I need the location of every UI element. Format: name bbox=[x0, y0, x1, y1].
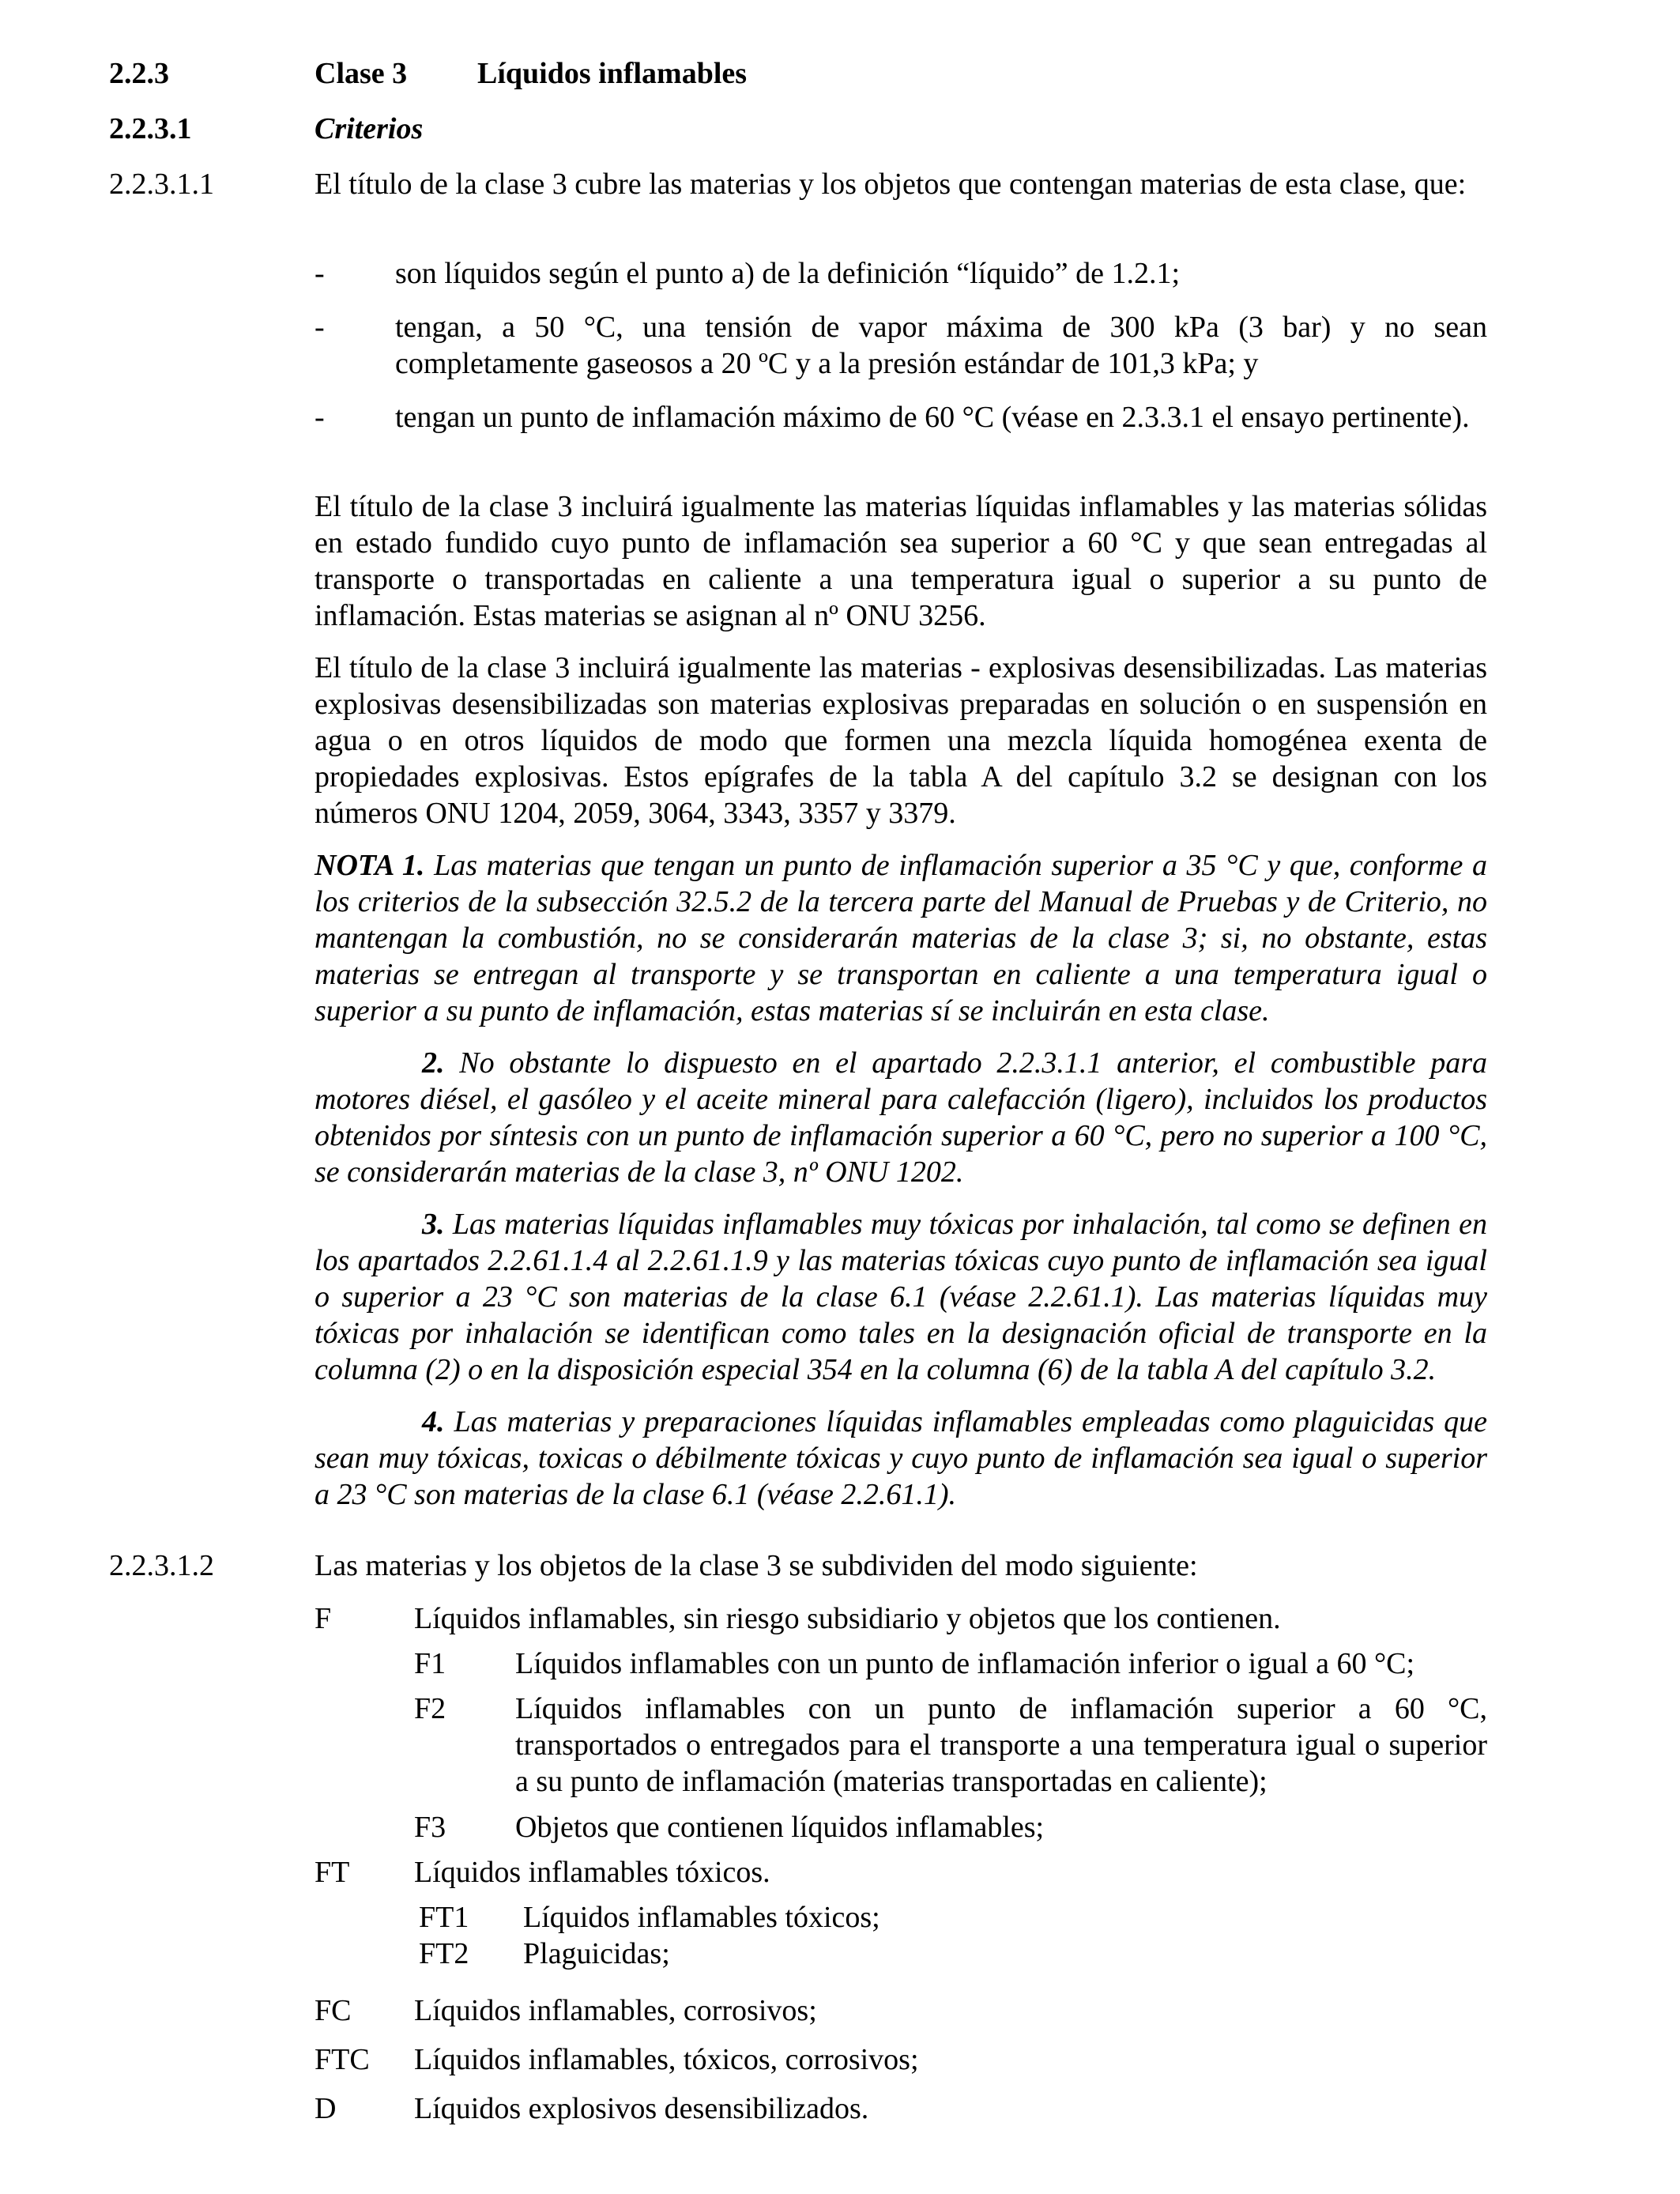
bullet-dash: - bbox=[315, 401, 325, 434]
class-code-F1: F1 bbox=[414, 1647, 446, 1680]
class-text-FT2: Plaguicidas; bbox=[523, 1937, 670, 1970]
class-text-FT1: Líquidos inflamables tóxicos; bbox=[523, 1901, 880, 1934]
note-2-label: 2. bbox=[422, 1046, 445, 1080]
note-3-label: 3. bbox=[422, 1208, 445, 1241]
class-text-F: Líquidos inflamables, sin riesgo subsidiario y objetos que los contienen. bbox=[414, 1602, 1281, 1635]
class-code-D: D bbox=[315, 2092, 337, 2125]
bullet-item: son líquidos según el punto a) de la definición “líquido” de 1.2.1; bbox=[395, 257, 1181, 290]
note-1-text: Las materias que tengan un punto de inflamación superior a 35 °C y que, conforme a los criterios de la subsección 32.5.2 de la tercera parte del Manual de Pruebas y de Criterio, no mantengan la combustión, no se considerarán materias de la clase 3; si, no obstante, estas materias se entregan al transporte y se transportan en caliente a una temperatura igual o superior a su punto de inflamación, estas materias sí se incluirán en esta clase. bbox=[315, 849, 1488, 1027]
note-2 bbox=[315, 1045, 1487, 1190]
class-code-F3: F3 bbox=[414, 1811, 446, 1844]
note-3 bbox=[315, 1206, 1487, 1388]
class-label: Clase 3 bbox=[315, 57, 408, 90]
class-text-F2: Líquidos inflamables con un punto de inflamación superior a 60 °C, transportados o entregados para el transporte a una temperatura igual o superior a su punto de inflamación (materias transportadas en caliente); bbox=[515, 1692, 1487, 1798]
note-1 bbox=[315, 847, 1487, 1029]
bullet-dash: - bbox=[315, 257, 325, 290]
class-code-FT1: FT1 bbox=[419, 1901, 469, 1934]
note-2-text: No obstante lo dispuesto en el apartado 2.2.3.1.1 anterior, el combustible para motores diésel, el gasóleo y el aceite mineral para calefacción (ligero), incluidos los productos obtenidos por síntesis con un punto de inflamación superior a 60 °C, pero no superior a 100 °C, se considerarán materias de la clase 3, nº ONU 1202. bbox=[315, 1046, 1488, 1189]
class-text-D: Líquidos explosivos desensibilizados. bbox=[414, 2092, 869, 2125]
note-4 bbox=[315, 1404, 1487, 1513]
class-code-FTC: FTC bbox=[315, 2043, 370, 2076]
note-4-text: Las materias y preparaciones líquidas inflamables empleadas como plaguicidas que sean muy tóxicas, toxicas o débilmente tóxicas y cuyo punto de inflamación sea igual o superior a 23 °C son materias de la clase 6.1 (véase 2.2.61.1). bbox=[315, 1405, 1487, 1511]
class-text-F1: Líquidos inflamables con un punto de inflamación inferior o igual a 60 °C; bbox=[515, 1647, 1415, 1680]
class-text-FC: Líquidos inflamables, corrosivos; bbox=[414, 1994, 817, 2027]
paragraph-intro: Las materias y los objetos de la clase 3 se subdividen del modo siguiente: bbox=[315, 1549, 1198, 1582]
note-4-label: 4. bbox=[422, 1405, 445, 1438]
class-code-FT2: FT2 bbox=[419, 1937, 469, 1970]
class-text-F3: Objetos que contienen líquidos inflamables; bbox=[515, 1811, 1045, 1844]
paragraph-intro: El título de la clase 3 cubre las materias y los objetos que contengan materias de esta clase, que: bbox=[315, 168, 1467, 201]
class-code-FC: FC bbox=[315, 1994, 352, 2027]
class-code-F2: F2 bbox=[414, 1692, 446, 1725]
class-text-FTC: Líquidos inflamables, tóxicos, corrosivos; bbox=[414, 2043, 919, 2076]
bullet-item: tengan un punto de inflamación máximo de 60 °C (véase en 2.3.3.1 el ensayo pertinente). bbox=[395, 401, 1470, 434]
class-code-FT: FT bbox=[315, 1856, 350, 1889]
paragraph-number: 2.2.3.1.2 bbox=[109, 1549, 214, 1582]
class-text-FT: Líquidos inflamables tóxicos. bbox=[414, 1856, 770, 1889]
subsection-title: Criterios bbox=[315, 112, 424, 145]
bullet-dash: - bbox=[315, 311, 325, 344]
subsection-number: 2.2.3.1 bbox=[109, 112, 192, 145]
body-paragraph: El título de la clase 3 incluirá igualmente las materias - explosivas desensibilizadas. Las materias explosivas desensibilizadas son materias explosivas preparadas en solución o en suspensión en agua o en otros líquidos de modo que formen una mezcla líquida homogénea exenta de propiedades explosivas. Estos epígrafes de la tabla A del capítulo 3.2 se designan con los números ONU 1204, 2059, 3064, 3343, 3357 y 3379. bbox=[315, 651, 1487, 830]
bullet-item: tengan, a 50 °C, una tensión de vapor máxima de 300 kPa (3 bar) y no sean completamente gaseosos a 20 ºC y a la presión estándar de 101,3 kPa; y bbox=[395, 311, 1487, 380]
section-number: 2.2.3 bbox=[109, 57, 169, 90]
section-title: Líquidos inflamables bbox=[477, 57, 748, 90]
paragraph-number: 2.2.3.1.1 bbox=[109, 168, 214, 201]
note-3-text: Las materias líquidas inflamables muy tóxicas por inhalación, tal como se definen en los apartados 2.2.61.1.4 al 2.2.61.1.9 y las materias tóxicas cuyo punto de inflamación sea igual o superior a 23 °C son materias de la clase 6.1 (véase 2.2.61.1). Las materias líquidas muy tóxicas por inhalación se identifican como tales en la designación oficial de transporte en la columna (2) o en la disposición especial 354 en la columna (6) de la tabla A del capítulo 3.2. bbox=[315, 1208, 1487, 1386]
note-1-label: NOTA 1. bbox=[315, 849, 425, 882]
class-code-F: F bbox=[315, 1602, 332, 1635]
body-paragraph: El título de la clase 3 incluirá igualmente las materias líquidas inflamables y las materias sólidas en estado fundido cuyo punto de inflamación sea superior a 60 °C y que sean entregadas al transporte o transportadas en caliente a una temperatura igual o superior a su punto de inflamación. Estas materias se asignan al nº ONU 3256. bbox=[315, 490, 1487, 632]
